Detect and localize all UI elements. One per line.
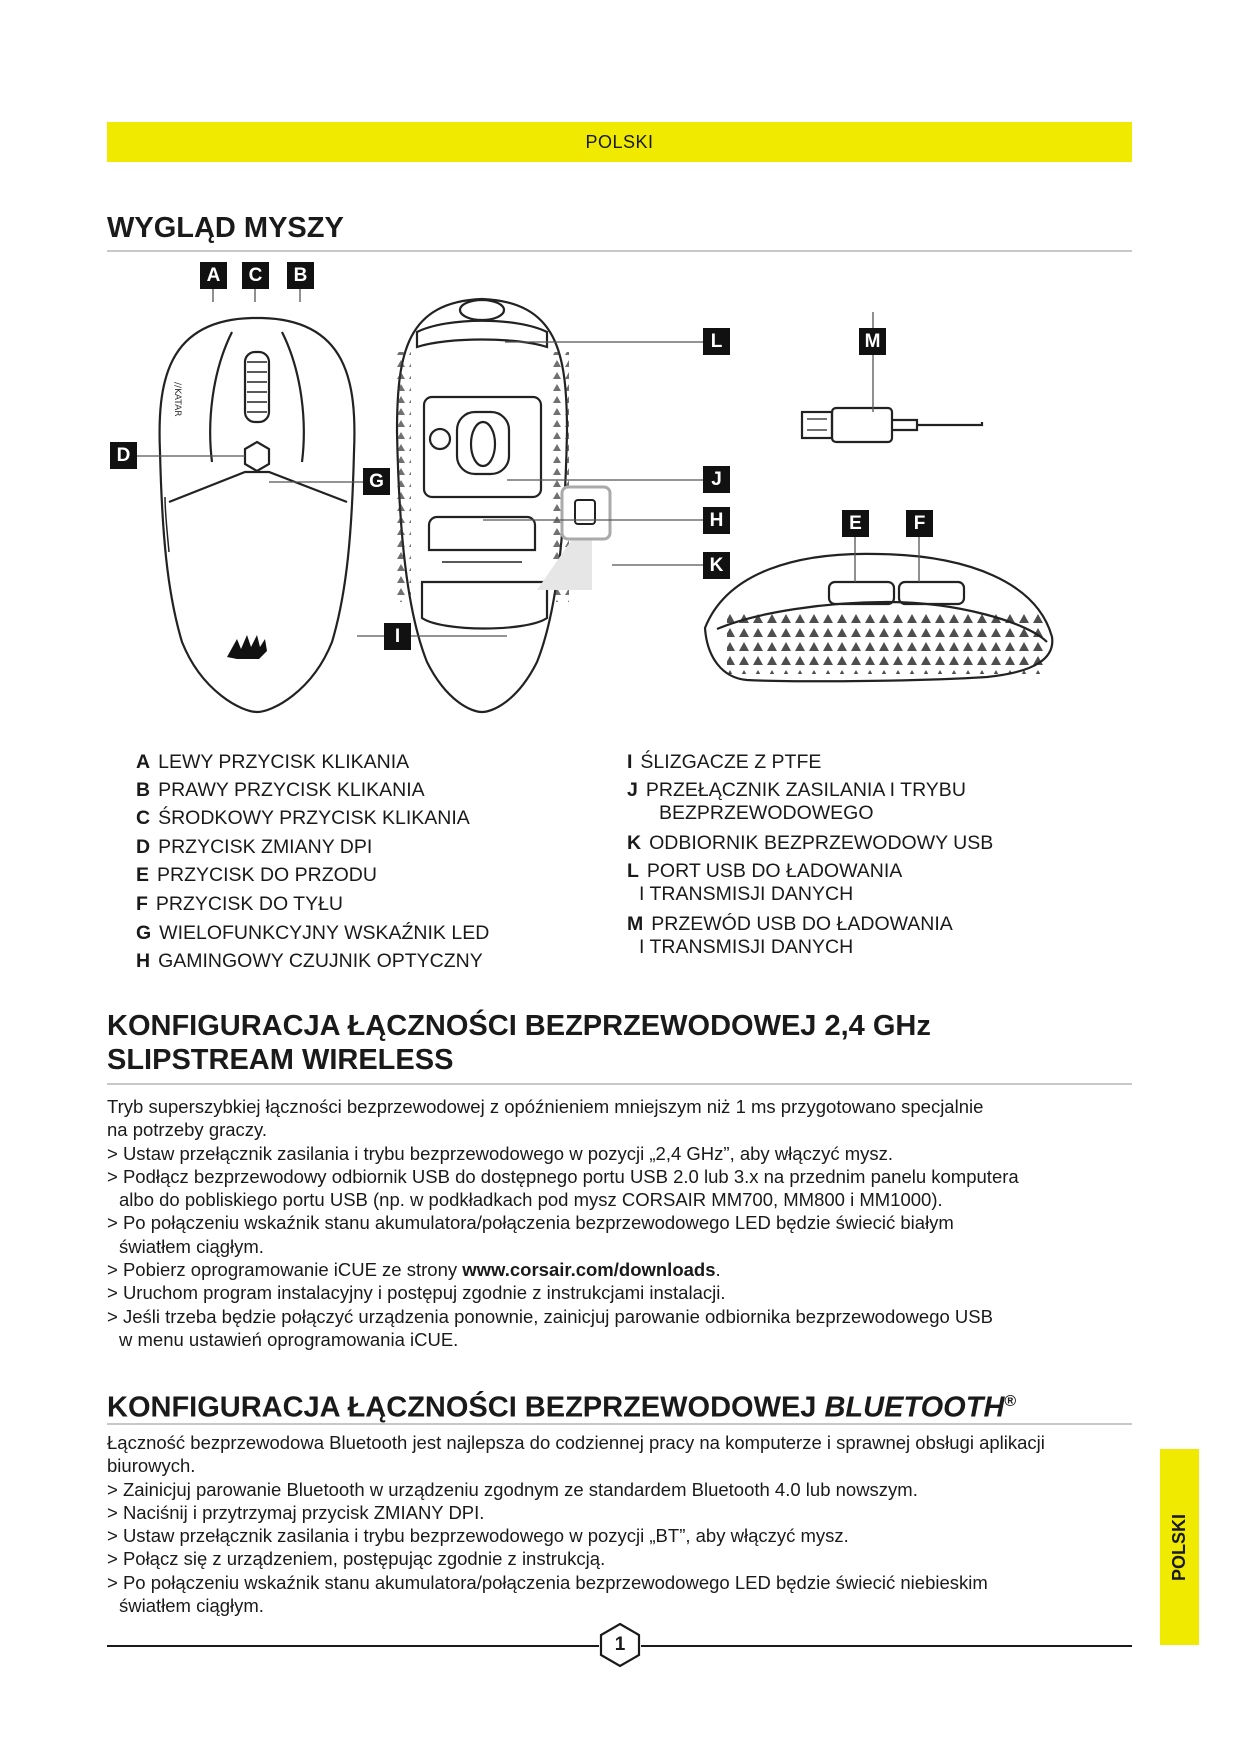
legend-item: A LEWY PRZYCISK KLIKANIA: [136, 751, 410, 773]
paragraph: Tryb superszybkiej łączności bezprzewodowej z opóźnieniem mniejszym niż 1 ms przygotowano specjalnie: [107, 1096, 984, 1117]
download-link[interactable]: www.corsair.com/downloads: [462, 1259, 716, 1281]
legend-item: K ODBIORNIK BEZPRZEWODOWY USB: [627, 832, 994, 854]
usb-cable: [802, 408, 982, 442]
mouse-diagram: [107, 262, 1132, 722]
usb-receiver-callout: [537, 487, 610, 590]
callout-tag-f: F: [906, 510, 933, 537]
product-logo-text: //KATAR: [172, 382, 182, 417]
legend-item: F PRZYCISK DO TYŁU: [136, 893, 344, 915]
bullet: > Naciśnij i przytrzymaj przycisk ZMIANY DPI.: [107, 1501, 485, 1523]
side-language-tab: [1160, 1449, 1199, 1645]
section-rule: [107, 1423, 1132, 1425]
callout-tag-g: G: [363, 468, 390, 495]
bullet: > Ustaw przełącznik zasilania i trybu bezprzewodowego w pozycji „2,4 GHz”, aby włączyć mysz.: [107, 1142, 894, 1164]
paragraph: biurowych.: [107, 1455, 196, 1477]
section-rule: [107, 1083, 1132, 1085]
bullet: > Podłącz bezprzewodowy odbiornik USB do dostępnego portu USB 2.0 lub 3.x na przednim panelu komputera: [107, 1165, 1019, 1187]
corsair-logo-icon: [227, 635, 267, 659]
bullet: > Po połączeniu wskaźnik stanu akumulatora/połączenia bezprzewodowego LED będzie świecić białym: [107, 1212, 954, 1234]
bullet-continued: światłem ciągłym.: [119, 1595, 264, 1617]
footer-rule-right: [641, 1645, 1132, 1647]
bullet-continued: w menu ustawień oprogramowania iCUE.: [119, 1328, 459, 1350]
bullet: > Połącz się z urządzeniem, postępując zgodnie z instrukcją.: [107, 1548, 606, 1570]
legend-item: H GAMINGOWY CZUJNIK OPTYCZNY: [136, 950, 483, 972]
mouse-layout-title: WYGLĄD MYSZY: [107, 212, 344, 244]
bluetooth-title: KONFIGURACJA ŁĄCZNOŚCI BEZPRZEWODOWEJ BLUETOOTH®: [107, 1391, 1017, 1424]
bullet: > Zainicjuj parowanie Bluetooth w urządzeniu zgodnym ze standardem Bluetooth 4.0 lub nowszym.: [107, 1478, 918, 1500]
legend-item: L PORT USB DO ŁADOWANIA I TRANSMISJI DANYCH: [627, 860, 903, 905]
bullet: > Ustaw przełącznik zasilania i trybu bezprzewodowego w pozycji „BT”, aby włączyć mysz.: [107, 1525, 849, 1547]
legend-item: C ŚRODKOWY PRZYCISK KLIKANIA: [136, 807, 470, 829]
callout-tag-l: L: [703, 328, 730, 355]
callout-tag-i: I: [384, 623, 411, 650]
callout-tag-k: K: [703, 552, 730, 579]
legend-right: [627, 751, 1047, 971]
page-number: 1: [614, 1634, 626, 1655]
bluetooth-body: [107, 1431, 1127, 1617]
bullet-continued: albo do pobliskiego portu USB (np. w podkładkach pod mysz CORSAIR MM700, MM800 i MM1000).: [119, 1189, 943, 1211]
callout-tag-e: E: [842, 510, 869, 537]
bullet: > Jeśli trzeba będzie połączyć urządzenia ponownie, zainicjuj parowanie odbiornika bezprzewodowego USB: [107, 1305, 993, 1327]
bullet-continued: światłem ciągłym.: [119, 1235, 264, 1257]
paragraph: Łączność bezprzewodowa Bluetooth jest najlepsza do codziennej pracy na komputerze i sprawnej obsługi aplikacji: [107, 1432, 1045, 1453]
slipstream-title: KONFIGURACJA ŁĄCZNOŚCI BEZPRZEWODOWEJ 2,4 GHz SLIPSTREAM WIRELESS: [107, 1010, 931, 1076]
language-label: POLSKI: [585, 131, 654, 152]
callout-tag-d: D: [110, 442, 137, 469]
footer-rule-left: [107, 1645, 599, 1647]
callout-tag-b: B: [287, 262, 314, 289]
bullet: > Uruchom program instalacyjny i postępuj zgodnie z instrukcjami instalacji.: [107, 1282, 726, 1304]
callout-tag-j: J: [703, 466, 730, 493]
legend-item: G WIELOFUNKCYJNY WSKAŹNIK LED: [136, 922, 490, 944]
paragraph: na potrzeby graczy.: [107, 1119, 268, 1141]
legend-item: E PRZYCISK DO PRZODU: [136, 864, 377, 886]
language-header-bar: [107, 122, 1132, 162]
mouse-illustration: [107, 262, 1132, 722]
section-rule: [107, 250, 1132, 252]
bullet: > Po połączeniu wskaźnik stanu akumulatora/połączenia bezprzewodowego LED będzie świecić niebieskim: [107, 1571, 988, 1593]
legend-item: M PRZEWÓD USB DO ŁADOWANIA I TRANSMISJI DANYCH: [627, 913, 953, 958]
bullet: > Pobierz oprogramowanie iCUE ze strony www.corsair.com/downloads.: [107, 1259, 721, 1281]
legend-item: D PRZYCISK ZMIANY DPI: [136, 836, 373, 858]
legend-item: B PRAWY PRZYCISK KLIKANIA: [136, 779, 425, 801]
legend-item: J PRZEŁĄCZNIK ZASILANIA I TRYBU BEZPRZEWODOWEGO: [627, 779, 966, 824]
callout-tag-c: C: [242, 262, 269, 289]
page-number-badge: [598, 1622, 642, 1668]
legend-left: [136, 751, 576, 981]
side-tab-label: POLSKI: [1169, 1513, 1190, 1581]
callout-tag-a: A: [200, 262, 227, 289]
mouse-bottom-view: [397, 299, 567, 712]
legend-item: I ŚLIZGACZE Z PTFE: [627, 751, 822, 773]
callout-tag-h: H: [703, 507, 730, 534]
callout-tag-m: M: [859, 328, 886, 355]
slipstream-body: [107, 1095, 1127, 1351]
